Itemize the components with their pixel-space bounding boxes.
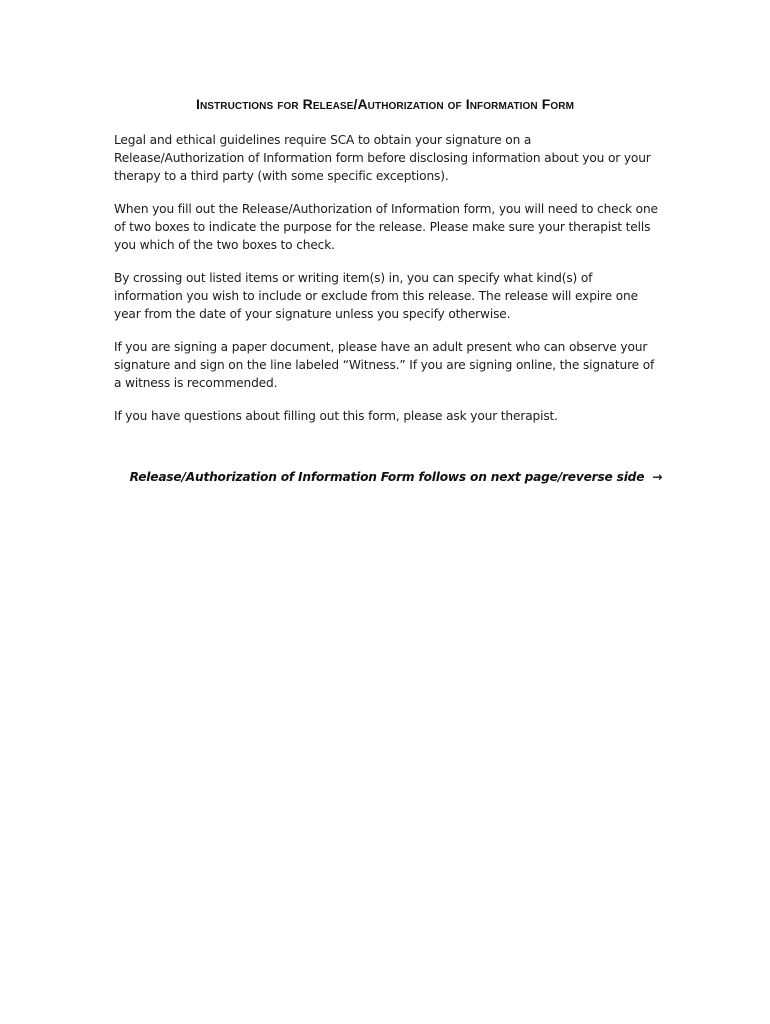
footer-note bbox=[0, 470, 770, 484]
page-title: Instructions for Release/Authorization of Information Form bbox=[195, 96, 575, 112]
paragraph-questions: If you have questions about filling out this form, please ask your therapist. bbox=[114, 409, 558, 423]
arrow-right-icon: → bbox=[652, 470, 663, 484]
paragraph-witness: If you are signing a paper document, please have an adult present who can observe your signature and sign on the line labeled “Witness.” If you are signing online, the signature of a witness is recommended. bbox=[114, 340, 655, 390]
paragraph-check-boxes: When you fill out the Release/Authorization of Information form, you will need to check one of two boxes to indicate the purpose for the release. Please make sure your therapist tells you which of the two boxes to check. bbox=[114, 202, 658, 252]
instructions-body bbox=[114, 131, 662, 440]
paragraph-signature-requirement: Legal and ethical guidelines require SCA to obtain your signature on a Release/Authorization of Information form before disclosing information about you or your therapy to a third party (with some specific exceptions). bbox=[114, 133, 651, 183]
paragraph-specify-information: By crossing out listed items or writing item(s) in, you can specify what kind(s) of information you wish to include or exclude from this release. The release will expire one year from the date of your signature unless you specify otherwise. bbox=[114, 271, 638, 321]
footer-note-text: Release/Authorization of Information Form follows on next page/reverse side bbox=[129, 470, 645, 484]
